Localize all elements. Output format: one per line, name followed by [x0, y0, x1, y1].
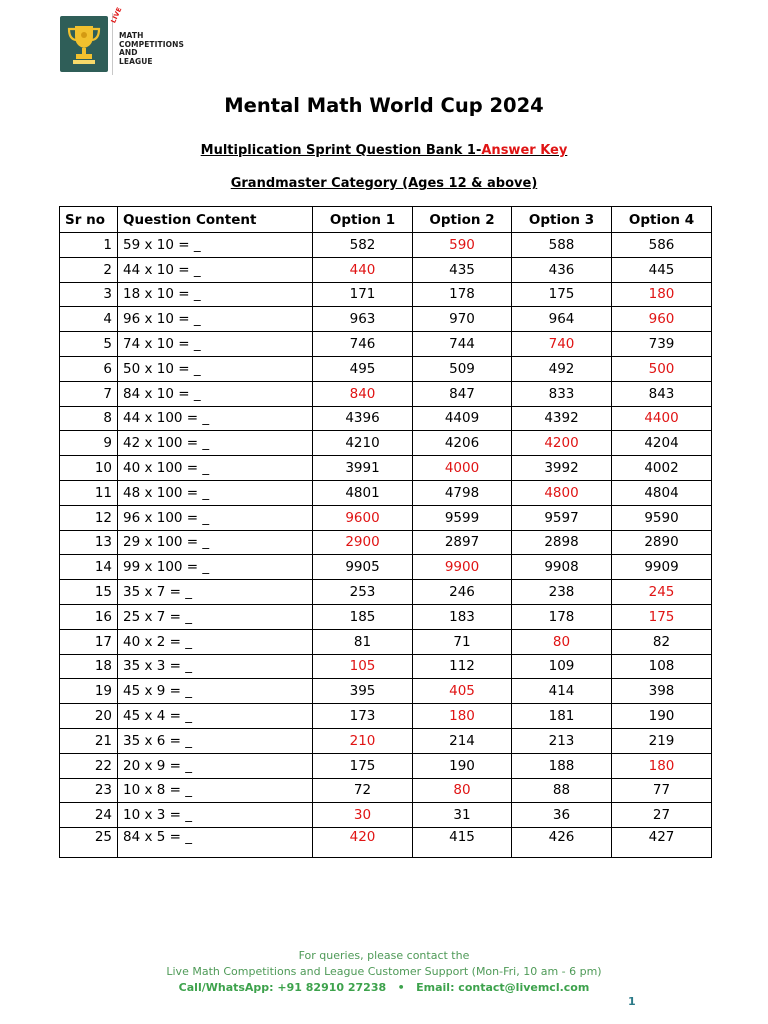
option-cell: 9590	[612, 505, 712, 530]
option-cell: 833	[512, 381, 612, 406]
correct-option-cell: 405	[413, 679, 512, 704]
table-row	[60, 332, 712, 357]
sr-no-cell: 24	[60, 803, 118, 828]
question-cell: 84 x 10 = _	[118, 381, 313, 406]
sr-no-cell: 5	[60, 332, 118, 357]
trophy-icon	[60, 16, 108, 72]
option-cell: 4210	[313, 431, 413, 456]
option-cell: 2897	[413, 530, 512, 555]
sr-no-cell: 25	[60, 828, 118, 858]
correct-option-cell: 30	[313, 803, 413, 828]
sr-no-cell: 10	[60, 456, 118, 481]
option-cell: 71	[413, 629, 512, 654]
table-row	[60, 406, 712, 431]
table-row	[60, 828, 712, 858]
question-cell: 45 x 9 = _	[118, 679, 313, 704]
question-cell: 50 x 10 = _	[118, 356, 313, 381]
option-cell: 178	[512, 604, 612, 629]
sr-no-cell: 8	[60, 406, 118, 431]
page-number: 1	[628, 995, 636, 1008]
table-row	[60, 753, 712, 778]
footer	[0, 948, 768, 996]
option-cell: 436	[512, 257, 612, 282]
logo-live-tag: LIVE	[109, 6, 124, 25]
table-row	[60, 704, 712, 729]
option-cell: 109	[512, 654, 612, 679]
header-sr-no: Sr no	[60, 207, 118, 233]
question-cell: 44 x 10 = _	[118, 257, 313, 282]
question-cell: 59 x 10 = _	[118, 233, 313, 258]
correct-option-cell: 4800	[512, 480, 612, 505]
option-cell: 427	[612, 828, 712, 858]
correct-option-cell: 740	[512, 332, 612, 357]
sr-no-cell: 13	[60, 530, 118, 555]
question-cell: 29 x 100 = _	[118, 530, 313, 555]
option-cell: 847	[413, 381, 512, 406]
option-cell: 178	[413, 282, 512, 307]
correct-option-cell: 210	[313, 728, 413, 753]
option-cell: 4801	[313, 480, 413, 505]
document-title: Mental Math World Cup 2024	[224, 94, 544, 117]
option-cell: 2898	[512, 530, 612, 555]
header-option-1: Option 1	[313, 207, 413, 233]
option-cell: 175	[512, 282, 612, 307]
correct-option-cell: 500	[612, 356, 712, 381]
option-cell: 9909	[612, 555, 712, 580]
question-cell: 18 x 10 = _	[118, 282, 313, 307]
option-cell: 3992	[512, 456, 612, 481]
option-cell: 171	[313, 282, 413, 307]
option-cell: 253	[313, 580, 413, 605]
option-cell: 72	[313, 778, 413, 803]
sr-no-cell: 22	[60, 753, 118, 778]
question-cell: 84 x 5 = _	[118, 828, 313, 858]
sr-no-cell: 1	[60, 233, 118, 258]
correct-option-cell: 840	[313, 381, 413, 406]
table-row	[60, 307, 712, 332]
option-cell: 435	[413, 257, 512, 282]
option-cell: 9908	[512, 555, 612, 580]
option-cell: 4396	[313, 406, 413, 431]
table-row	[60, 679, 712, 704]
option-cell: 746	[313, 332, 413, 357]
option-cell: 181	[512, 704, 612, 729]
table-header-row	[60, 207, 712, 233]
option-cell: 3991	[313, 456, 413, 481]
option-cell: 82	[612, 629, 712, 654]
sr-no-cell: 19	[60, 679, 118, 704]
subtitle-main: Multiplication Sprint Question Bank 1-	[200, 143, 482, 158]
option-cell: 9599	[413, 505, 512, 530]
sr-no-cell: 6	[60, 356, 118, 381]
table-row	[60, 356, 712, 381]
option-cell: 213	[512, 728, 612, 753]
option-cell: 4204	[612, 431, 712, 456]
sr-no-cell: 23	[60, 778, 118, 803]
option-cell: 175	[313, 753, 413, 778]
option-cell: 108	[612, 654, 712, 679]
question-cell: 96 x 100 = _	[118, 505, 313, 530]
logo-line: MATH	[118, 31, 144, 40]
subtitle-answer-key: Answer Key	[481, 143, 568, 158]
table-row	[60, 530, 712, 555]
sr-no-cell: 12	[60, 505, 118, 530]
option-cell: 509	[413, 356, 512, 381]
correct-option-cell: 175	[612, 604, 712, 629]
table-row	[60, 580, 712, 605]
correct-option-cell: 80	[413, 778, 512, 803]
table-row	[60, 431, 712, 456]
option-cell: 27	[612, 803, 712, 828]
question-cell: 74 x 10 = _	[118, 332, 313, 357]
sr-no-cell: 20	[60, 704, 118, 729]
question-cell: 48 x 100 = _	[118, 480, 313, 505]
footer-line-1: For queries, please contact the	[298, 949, 470, 962]
table-row	[60, 381, 712, 406]
sr-no-cell: 4	[60, 307, 118, 332]
header-option-4: Option 4	[612, 207, 712, 233]
correct-option-cell: 2900	[313, 530, 413, 555]
option-cell: 739	[612, 332, 712, 357]
correct-option-cell: 9900	[413, 555, 512, 580]
question-cell: 35 x 3 = _	[118, 654, 313, 679]
question-cell: 35 x 7 = _	[118, 580, 313, 605]
option-cell: 214	[413, 728, 512, 753]
table-row	[60, 257, 712, 282]
question-cell: 42 x 100 = _	[118, 431, 313, 456]
option-cell: 246	[413, 580, 512, 605]
question-cell: 40 x 100 = _	[118, 456, 313, 481]
option-cell: 744	[413, 332, 512, 357]
correct-option-cell: 4000	[413, 456, 512, 481]
option-cell: 173	[313, 704, 413, 729]
logo-line: LEAGUE	[118, 56, 153, 66]
option-cell: 582	[313, 233, 413, 258]
table-row	[60, 505, 712, 530]
document-subtitle	[0, 143, 768, 158]
question-cell: 35 x 6 = _	[118, 728, 313, 753]
option-cell: 238	[512, 580, 612, 605]
sr-no-cell: 11	[60, 480, 118, 505]
table-row	[60, 803, 712, 828]
table-row	[60, 480, 712, 505]
correct-option-cell: 590	[413, 233, 512, 258]
option-cell: 9597	[512, 505, 612, 530]
question-cell: 45 x 4 = _	[118, 704, 313, 729]
header-option-3: Option 3	[512, 207, 612, 233]
sr-no-cell: 15	[60, 580, 118, 605]
sr-no-cell: 16	[60, 604, 118, 629]
sr-no-cell: 14	[60, 555, 118, 580]
correct-option-cell: 4400	[612, 406, 712, 431]
option-cell: 188	[512, 753, 612, 778]
table-body	[60, 233, 712, 858]
question-cell: 96 x 10 = _	[118, 307, 313, 332]
option-cell: 185	[313, 604, 413, 629]
question-cell: 25 x 7 = _	[118, 604, 313, 629]
option-cell: 395	[313, 679, 413, 704]
option-cell: 398	[612, 679, 712, 704]
question-cell: 20 x 9 = _	[118, 753, 313, 778]
option-cell: 963	[313, 307, 413, 332]
correct-option-cell: 80	[512, 629, 612, 654]
correct-option-cell: 245	[612, 580, 712, 605]
table-row	[60, 728, 712, 753]
option-cell: 190	[413, 753, 512, 778]
option-cell: 77	[612, 778, 712, 803]
option-cell: 414	[512, 679, 612, 704]
brand-logo	[60, 6, 184, 74]
correct-option-cell: 180	[612, 282, 712, 307]
table-row	[60, 456, 712, 481]
option-cell: 495	[313, 356, 413, 381]
question-cell: 10 x 3 = _	[118, 803, 313, 828]
option-cell: 36	[512, 803, 612, 828]
correct-option-cell: 105	[313, 654, 413, 679]
option-cell: 4409	[413, 406, 512, 431]
footer-line-2: Live Math Competitions and League Customer Support (Mon-Fri, 10 am - 6 pm)	[166, 965, 602, 978]
table-row	[60, 604, 712, 629]
option-cell: 88	[512, 778, 612, 803]
question-cell: 10 x 8 = _	[118, 778, 313, 803]
question-cell: 44 x 100 = _	[118, 406, 313, 431]
option-cell: 2890	[612, 530, 712, 555]
correct-option-cell: 420	[313, 828, 413, 858]
option-cell: 190	[612, 704, 712, 729]
correct-option-cell: 180	[413, 704, 512, 729]
option-cell: 970	[413, 307, 512, 332]
option-cell: 4002	[612, 456, 712, 481]
correct-option-cell: 4200	[512, 431, 612, 456]
sr-no-cell: 21	[60, 728, 118, 753]
option-cell: 415	[413, 828, 512, 858]
sr-no-cell: 18	[60, 654, 118, 679]
footer-contact: Call/WhatsApp: +91 82910 27238 • Email: contact@livemcl.com	[178, 981, 590, 994]
category-heading: Grandmaster Category (Ages 12 & above)	[230, 176, 538, 191]
question-cell: 40 x 2 = _	[118, 629, 313, 654]
option-cell: 9905	[313, 555, 413, 580]
table-row	[60, 282, 712, 307]
logo-line: COMPETITIONS	[118, 39, 184, 49]
option-cell: 445	[612, 257, 712, 282]
option-cell: 183	[413, 604, 512, 629]
option-cell: 4206	[413, 431, 512, 456]
option-cell: 112	[413, 654, 512, 679]
option-cell: 964	[512, 307, 612, 332]
option-cell: 426	[512, 828, 612, 858]
sr-no-cell: 17	[60, 629, 118, 654]
option-cell: 588	[512, 233, 612, 258]
option-cell: 81	[313, 629, 413, 654]
header-option-2: Option 2	[413, 207, 512, 233]
correct-option-cell: 960	[612, 307, 712, 332]
option-cell: 219	[612, 728, 712, 753]
table-row	[60, 629, 712, 654]
sr-no-cell: 9	[60, 431, 118, 456]
table-row	[60, 778, 712, 803]
logo-wordmark	[109, 6, 184, 66]
logo-line: AND	[118, 48, 138, 57]
option-cell: 586	[612, 233, 712, 258]
option-cell: 31	[413, 803, 512, 828]
option-cell: 4804	[612, 480, 712, 505]
option-cell: 492	[512, 356, 612, 381]
header-question: Question Content	[118, 207, 313, 233]
option-cell: 843	[612, 381, 712, 406]
option-cell: 4392	[512, 406, 612, 431]
sr-no-cell: 3	[60, 282, 118, 307]
question-table	[59, 206, 712, 858]
sr-no-cell: 7	[60, 381, 118, 406]
option-cell: 4798	[413, 480, 512, 505]
table-row	[60, 654, 712, 679]
table-row	[60, 233, 712, 258]
correct-option-cell: 180	[612, 753, 712, 778]
table-row	[60, 555, 712, 580]
question-cell: 99 x 100 = _	[118, 555, 313, 580]
correct-option-cell: 9600	[313, 505, 413, 530]
sr-no-cell: 2	[60, 257, 118, 282]
correct-option-cell: 440	[313, 257, 413, 282]
